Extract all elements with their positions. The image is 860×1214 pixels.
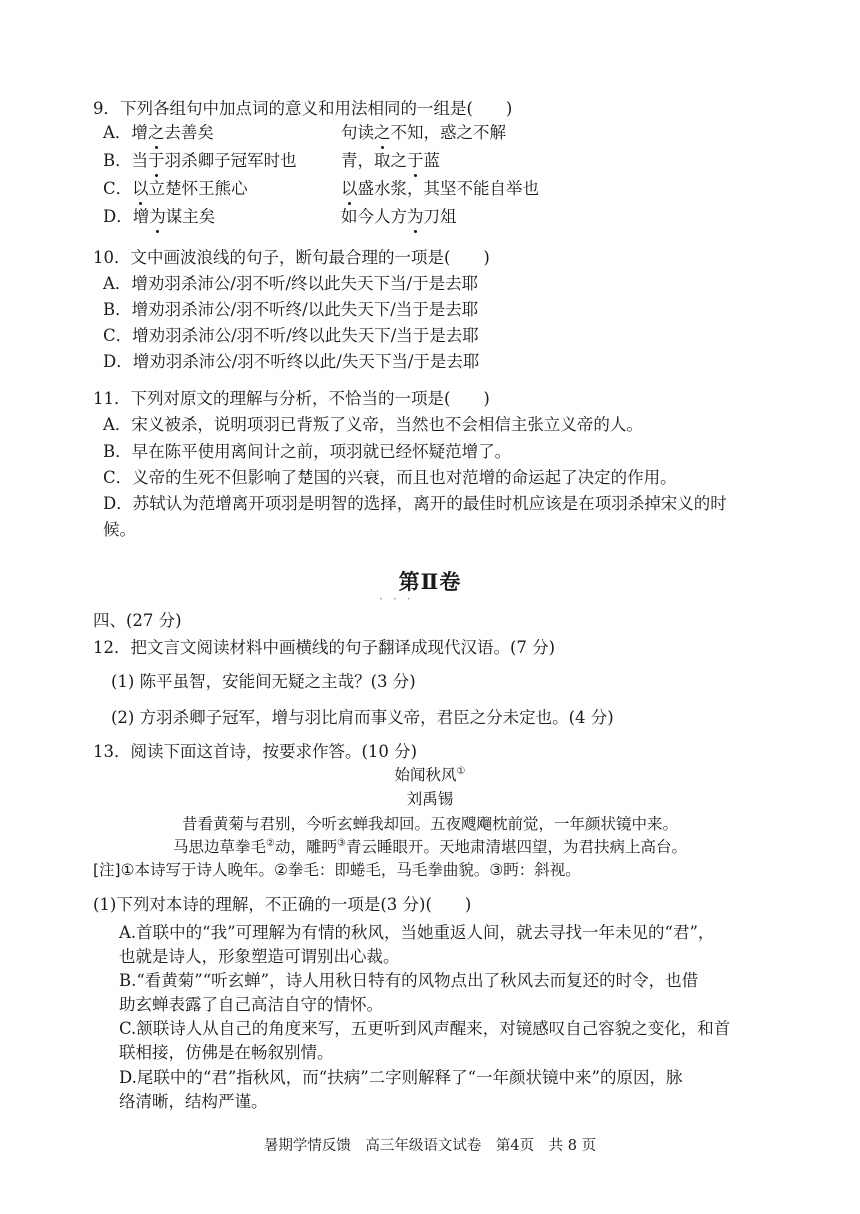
q11-option-d: D．苏轼认为范增离开项羽是明智的选择，离开的最佳时机应该是在项羽杀掉宋义的时 — [103, 494, 727, 513]
q9-option-a-right: 句读之不知，惑之不解 — [341, 121, 506, 145]
dotted-char: 为 — [407, 205, 424, 229]
q10-stem: 10．文中画波浪线的句子，断句最合理的一项是( ) — [93, 248, 490, 267]
dotted-char: 为 — [149, 205, 166, 229]
poem-author: 刘禹锡 — [406, 790, 454, 808]
q9-option-a-left: A．增之去善矣 — [103, 121, 214, 145]
q13-option-b-line1: B.“看黄菊”“听玄蝉”，诗人用秋日特有的风物点出了秋风去而复还的时令，也借 — [119, 971, 699, 990]
page-footer — [0, 1134, 860, 1155]
q9-option-c-left: C．以立楚怀王熊心 — [103, 177, 248, 201]
q11-stem: 11．下列对原文的理解与分析，不恰当的一项是( ) — [93, 389, 490, 408]
q10-option-b: B．增劝羽杀沛公/羽不听终/以此失天下/当于是去耶 — [103, 300, 479, 319]
footnote-marker: ② — [266, 837, 275, 849]
q9-option-b-right: 青，取之于蓝 — [341, 149, 440, 173]
q10-option-d: D．增劝羽杀沛公/羽不听终以此/失天下当/于是去耶 — [103, 352, 480, 371]
q10-option-a: A．增劝羽杀沛公/羽不听/终以此失天下当/于是去耶 — [103, 274, 479, 293]
q13-sub1-stem: (1)下列对本诗的理解，不正确的一项是(3 分)( ) — [93, 895, 472, 914]
q13-option-a-line2: 也就是诗人，形象塑造可谓别出心裁。 — [119, 947, 400, 966]
q11-option-a: A．宋义被杀，说明项羽已背叛了义帝，当然也不会相信主张立义帝的人。 — [103, 415, 643, 434]
dotted-char: 之 — [374, 121, 391, 145]
q10-option-c: C．增劝羽杀沛公/羽不听/终以此失天下/当于是去耶 — [103, 326, 479, 345]
q13-stem: 13．阅读下面这首诗，按要求作答。(10 分) — [93, 742, 418, 761]
dotted-char: 以 — [132, 177, 149, 201]
dotted-char: 之 — [148, 121, 165, 145]
footnote-marker: ① — [456, 765, 466, 777]
q9-option-d-right: 如今人方为刀俎 — [341, 205, 457, 229]
part-heading: 四、(27 分) — [93, 611, 182, 630]
q12-item-2: (2) 方羽杀卿子冠军，增与羽比肩而事义帝，君臣之分未定也。(4 分) — [111, 708, 614, 727]
poem-line-1: 昔看黄菊与君别，今听玄蝉我却回。五夜飕飗枕前觉，一年颜状镜中来。 — [181, 815, 678, 833]
q12-item-1: (1) 陈平虽智，安能间无疑之主哉？(3 分) — [111, 672, 416, 691]
poem-title: 始闻秋风① — [394, 765, 466, 784]
q13-option-b-line2: 助玄蝉表露了自己高洁自守的情怀。 — [119, 995, 383, 1014]
q12-stem: 12．把文言文阅读材料中画横线的句子翻译成现代汉语。(7 分) — [93, 638, 556, 657]
q9-option-c-right: 以盛水浆，其坚不能自举也 — [341, 177, 539, 201]
dotted-char: 于 — [407, 149, 424, 173]
title-dots-decoration: ··· — [379, 592, 421, 606]
footnote-marker: ③ — [337, 837, 346, 849]
q11-option-c: C．义帝的生死不但影响了楚国的兴衰，而且也对范增的命运起了决定的作用。 — [103, 468, 677, 487]
q11-option-d-continuation: 候。 — [103, 520, 136, 539]
q9-stem: 9．下列各组句中加点词的意义和用法相同的一组是( ) — [93, 99, 513, 118]
footer-exam-name: 暑期学情反馈 高三年级语文试卷 — [263, 1138, 482, 1154]
q13-option-c-line1: C.颔联诗人从自己的角度来写，五更听到风声醒来，对镜感叹自己容貌之变化，和首 — [119, 1019, 731, 1038]
q13-option-d-line2: 络清晰，结构严谨。 — [119, 1092, 268, 1111]
q9-option-b-left: B．当于羽杀卿子冠军时也 — [103, 149, 297, 173]
q11-option-b: B．早在陈平使用离间计之前，项羽就已经怀疑范增了。 — [103, 442, 512, 461]
q13-option-c-line2: 联相接，仿佛是在畅叙别情。 — [119, 1043, 334, 1062]
section-title: 第Ⅱ卷 — [398, 569, 462, 594]
footer-page-number: 第4页 共 8 页 — [495, 1138, 597, 1154]
q13-option-d-line1: D.尾联中的“君”指秋风，而“扶病”二字则解释了“一年颜状镜中来”的原因，脉 — [119, 1068, 683, 1087]
dotted-char: 于 — [148, 149, 165, 173]
poem-notes: [注]①本诗写于诗人晚年。②拳毛：即蜷毛，马毛拳曲貌。③眄：斜视。 — [93, 861, 581, 879]
q9-option-d-left: D．增为谋主矣 — [103, 205, 215, 229]
dotted-char: 以 — [341, 177, 358, 201]
q13-option-a-line1: A.首联中的“我”可理解为有情的秋风，当她重返人间，就去寻找一年未见的“君”， — [119, 923, 715, 942]
poem-line-2: 马思边草拳毛②动，雕眄③青云睡眼开。天地肃清堪四望，为君扶病上高台。 — [173, 837, 687, 856]
